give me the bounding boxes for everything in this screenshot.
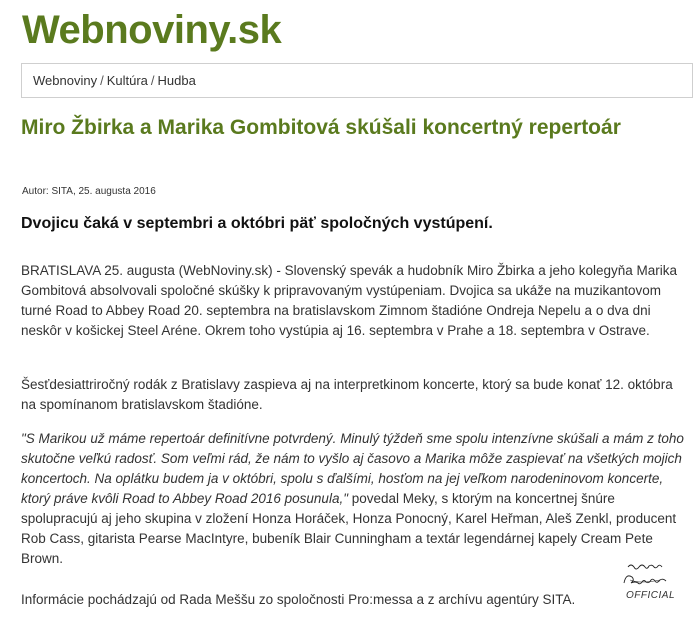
breadcrumb-item-webnoviny[interactable]: Webnoviny: [33, 73, 98, 88]
article-lead: Dvojicu čaká v septembri a októbri päť spoločných vystúpení.: [21, 215, 493, 232]
article-paragraph-2: Šesťdesiattriročný rodák z Bratislavy zaspieva aj na interpretkinom koncerte, ktorý sa bude konať 12. októbra na spomínanom bratislavskom štadióne.: [21, 377, 673, 412]
article-paragraph-1: BRATISLAVA 25. augusta (WebNoviny.sk) - Slovenský spevák a hudobník Miro Žbirka a jeho kolegyňa Marika Gombitová absolvovali spoločné skúšky k pripravovaným vystúpeniam. Dvojica sa ukáže na muzikantovom turné Road to Abbey Road 20. septembra na bratislavskom Zimnom štadióne Ondreja Nepelu a o dva dni neskôr v košickej Steel Aréne. Okrem toho vystúpia aj 16. septembra v Prahe a 18. septembra v Ostrave.: [21, 263, 678, 338]
article-paragraph-3: [21, 429, 689, 569]
breadcrumb-item-hudba[interactable]: Hudba: [157, 73, 196, 88]
breadcrumb-item-kultura[interactable]: Kultúra: [106, 73, 148, 88]
signature-icon: [600, 561, 690, 591]
article-author: Autor: SITA, 25. augusta 2016: [22, 186, 156, 197]
quote-text: "S Marikou už máme repertoár definitívne potvrdený. Minulý týždeň sme spolu intenzívne skúšali a mám z toho skutočne veľkú radosť. Som veľmi rád, že nám to vyšlo aj časovo a Marika môže zaspievať na všetkých mojich koncertoch. Na oplátku budem ja v októbri, spolu s ďalšími, hosťom na jej veľkom narodeninovom koncerte, ktorý práve kvôli Road to Abbey Road 2016 posunula,": [21, 431, 684, 506]
article-title: Miro Žbirka a Marika Gombitová skúšali koncertný repertoár: [21, 116, 621, 139]
breadcrumb-separator: /: [100, 73, 104, 88]
paragraph-text: povedal Meky, s ktorým na koncertnej šnúre spolupracujú aj jeho skupina v zložení Honza Horáček, Honza Ponocný, Karel Heřman, Aleš Zenkl, producent Rob Cass, gitarista Pearse MacIntyre, bubeník Blair Cunningham a textár legendárnej kapely Cream Pete Brown.: [21, 491, 677, 566]
official-signature: [600, 561, 690, 607]
site-logo[interactable]: Webnoviny.sk: [22, 8, 282, 52]
signature-label: OFFICIAL: [626, 590, 676, 601]
breadcrumb-separator: /: [150, 73, 155, 88]
article-paragraph-4: Informácie pochádzajú od Rada Meššu zo spoločnosti Pro:messa a z archívu agentúry SITA.: [21, 592, 576, 607]
breadcrumb: [21, 63, 693, 98]
